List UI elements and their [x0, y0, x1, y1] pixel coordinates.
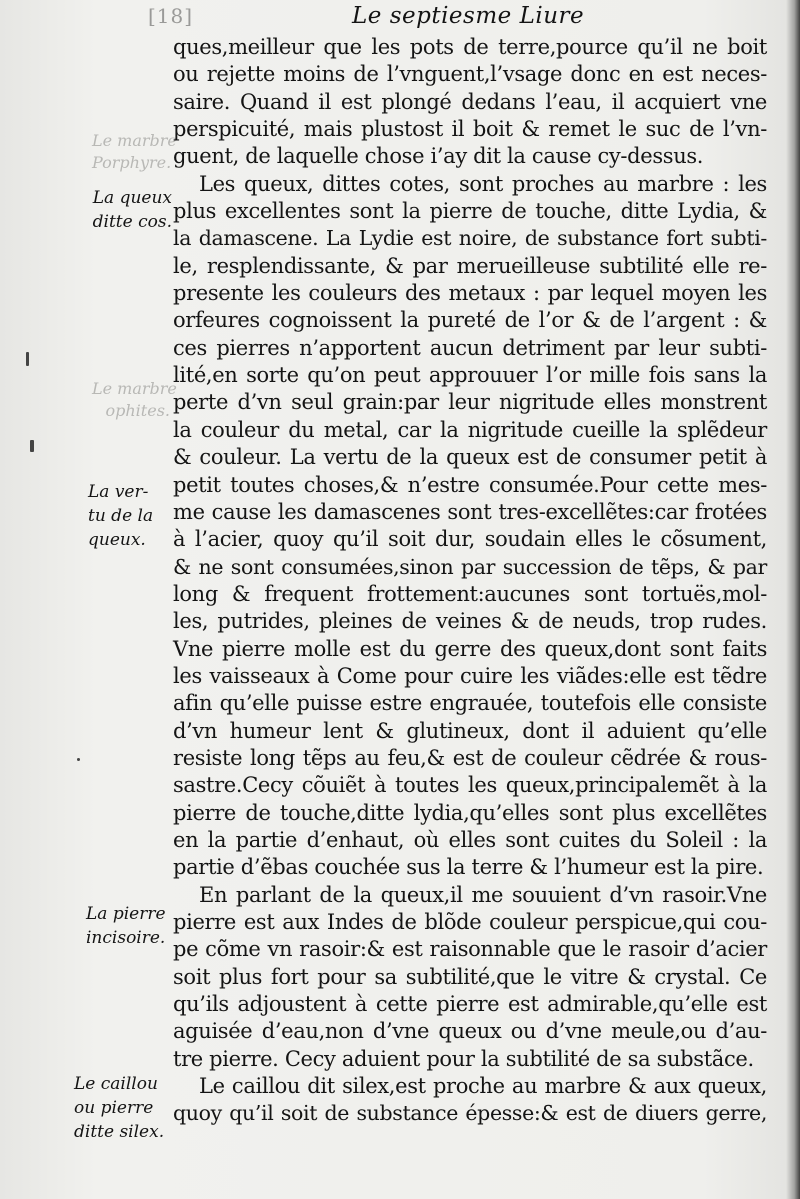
text-line: aguisée d’eau,non d’vne queux ou d’vne meule,ou d’au- — [173, 1019, 767, 1044]
text-line: & ne sont consumées,sinon par succession de tẽps, & par — [173, 554, 767, 579]
text-line: lité,en sorte qu’on peut approuuer l’or mille fois sans la — [173, 363, 767, 388]
text-line: ques,meilleur que les pots de terre,pource qu’il ne boit — [173, 35, 767, 59]
text-line: la couleur du metal, car la nigritude cueille la splẽdeur — [173, 417, 767, 442]
ink-speck — [77, 758, 80, 761]
text-line: afin qu’elle puisse estre engrauée, toutefois elle consiste — [173, 691, 767, 716]
text-line: qu’ils adjoustent à cette pierre est admirable,qu’elle est — [173, 992, 767, 1017]
text-line: Le caillou dit silex,est proche au marbre & aux queux, — [199, 1074, 767, 1099]
margin-note-vertu: La ver- tu de la queux. — [88, 482, 154, 550]
text-line: pierre est aux Indes de blõde couleur perspicue,qui cou- — [173, 910, 767, 934]
text-line: Les queux, dittes cotes, sont proches au marbre : les — [199, 171, 767, 196]
text-line: les, putrides, pleines de veines & de neuds, trop rudes. — [173, 609, 767, 634]
text-line: les vaisseaux à Come pour cuire les viãdes:elle est tẽdre — [173, 663, 767, 688]
text-line: soit plus fort pour sa subtilité,que le vitre & crystal. Ce — [173, 964, 767, 989]
page-folio: [18] — [148, 4, 194, 28]
text-line: ou rejette moins de l’vnguent,l’vsage donc en est neces- — [173, 62, 767, 87]
text-line: ces pierres n’apportent aucun detriment par leur subti- — [173, 335, 767, 360]
margin-note-caillou: Le caillou ou pierre ditte silex. — [74, 1074, 165, 1142]
text-line: pierre de touche,ditte lydia,qu’elles sont plus excellẽtes — [173, 800, 767, 825]
page-edge-shadow — [786, 0, 800, 1199]
show-through-note: Le marbre Porphyre. — [92, 131, 177, 172]
text-line: perspicuité, mais plustost il boit & remet le suc de l’vn- — [173, 117, 767, 142]
text-line: la damascene. La Lydie est noire, de substance fort subti- — [173, 226, 767, 251]
text-line: perte d’vn seul grain:par leur nigritude elles monstrent — [173, 390, 767, 415]
text-line: saire. Quand il est plongé dedans l’eau, il acquiert vne — [173, 89, 767, 114]
margin-note-pierre-incisoire: La pierre incisoire. — [86, 904, 166, 948]
ink-speck — [30, 440, 34, 452]
text-line: à l’acier, quoy qu’il soit dur, soudain elles le cõsument, — [173, 527, 767, 552]
text-line: le, resplendissante, & par merueilleuse subtilité elle re- — [173, 253, 767, 278]
text-line: presente les couleurs des metaux : par lequel moyen les — [173, 281, 767, 306]
text-line: d’vn humeur lent & glutineux, dont il aduient qu’elle — [173, 718, 767, 743]
page-header — [0, 2, 800, 32]
text-line: quoy qu’il soit de substance épesse:& est de diuers gerre, — [173, 1101, 767, 1126]
text-line: petit toutes choses,& n’estre consumée.Pour cette mes- — [173, 472, 767, 497]
text-line: & couleur. La vertu de la queux est de consumer petit à — [173, 445, 767, 470]
text-line: en la partie d’enhaut, où elles sont cuites du Soleil : la — [173, 827, 767, 852]
text-line: orfeures cognoissent la pureté de l’or & de l’argent : & — [173, 308, 767, 333]
text-line: plus excellentes sont la pierre de touche, ditte Lydia, & — [173, 199, 767, 224]
text-line: partie d’ẽbas couchée sus la terre & l’humeur est la pire. — [173, 855, 764, 880]
main-text-block — [173, 34, 767, 1128]
text-line: me cause les damascenes sont tres-excellẽtes:car frotées — [173, 499, 767, 524]
margin-note-queux: La queux ditte cos. — [92, 188, 172, 232]
text-line: En parlant de la queux,il me souuient d’vn rasoir.Vne — [199, 882, 767, 907]
show-through-note: Le marbre ophites. — [92, 379, 177, 420]
text-line: long & frequent frottement:aucunes sont tortuës,mol- — [173, 581, 767, 606]
ink-speck — [26, 352, 29, 366]
text-line: resiste long tẽps au feu,& est de couleur cẽdrée & rous- — [173, 745, 767, 770]
text-line: tre pierre. Cecy aduient pour la subtilité de sa substãce. — [173, 1046, 754, 1071]
text-line: guent, de laquelle chose i’ay dit la cause cy-dessus. — [173, 144, 704, 169]
text-line: sastre.Cecy cõuiẽt à toutes les queux,principalemẽt à la — [173, 773, 767, 798]
running-title: Le septiesme Liure — [352, 3, 585, 29]
text-line: pe cõme vn rasoir:& est raisonnable que le rasoir d’acier — [173, 937, 767, 962]
text-line: Vne pierre molle est du gerre des queux,dont sont faits — [173, 636, 767, 661]
